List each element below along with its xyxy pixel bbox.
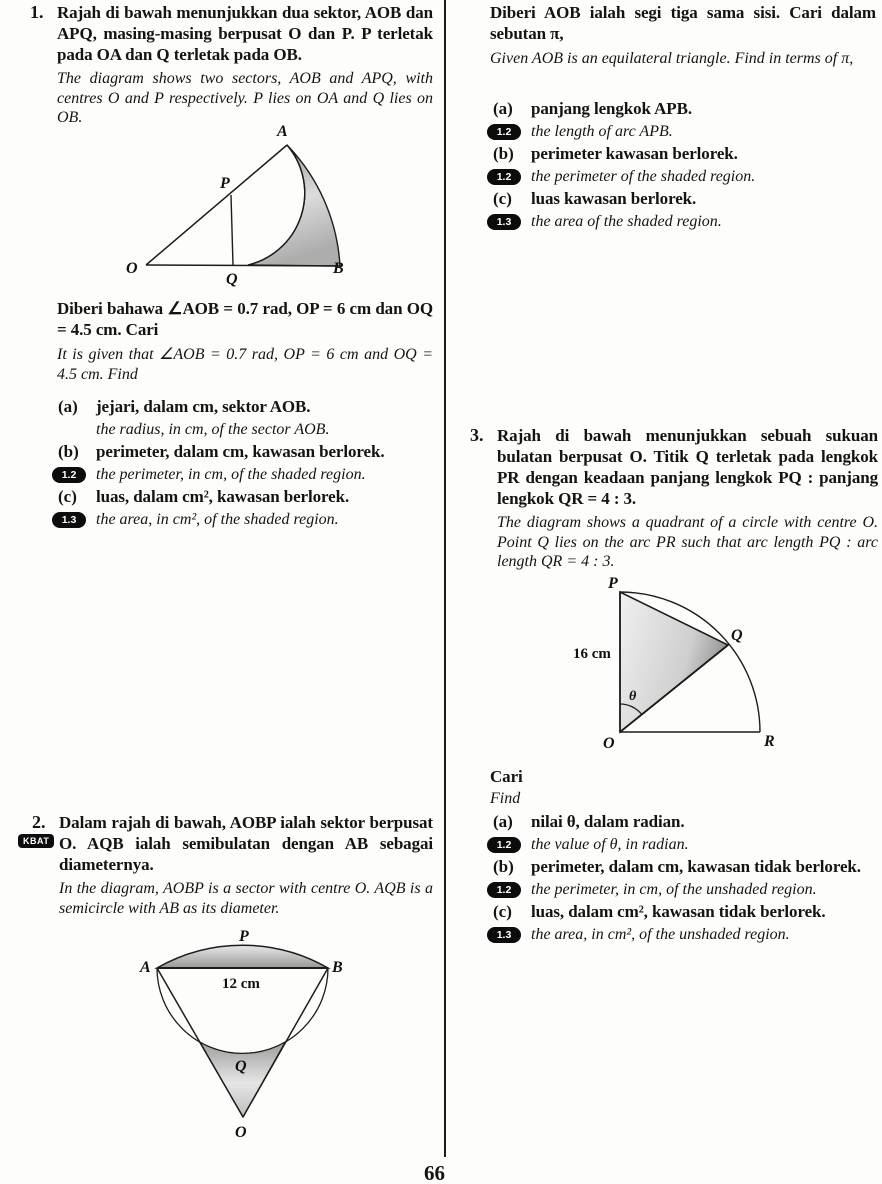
point-label-Q: Q — [235, 1058, 247, 1075]
question-1 — [30, 2, 433, 128]
question-3 — [470, 425, 878, 572]
question-2 — [23, 812, 433, 918]
part-row — [487, 212, 881, 231]
part-row — [487, 99, 881, 119]
part-text-english: the perimeter, in cm, of the unshaded region. — [531, 881, 817, 898]
part-label: (b) — [58, 442, 79, 461]
point-label-P: P — [608, 575, 618, 592]
page-number: 66 — [424, 1161, 445, 1184]
question-1-given-malay: Diberi bahawa ∠AOB = 0.7 rad, OP = 6 cm dan OQ = 4.5 cm. Cari — [57, 299, 433, 339]
question-1-statement-english: The diagram shows two sectors, AOB and APQ, with centres O and P respectively. P lies on OA and Q lies on OB. — [57, 70, 433, 126]
point-label-Q: Q — [731, 627, 743, 644]
part-row — [487, 835, 881, 854]
question-3-number: 3. — [470, 425, 484, 445]
question-3-statement-malay: Rajah di bawah menunjukkan sebuah sukuan bulatan berpusat O. Titik Q terletak pada lengkok PR dengan keadaan panjang lengkok PQ : panjang lengkok QR = 4 : 3. — [497, 426, 878, 508]
part-text-english: the perimeter, in cm, of the shaded region. — [96, 466, 366, 483]
part-label: (a) — [493, 99, 513, 118]
part-row — [487, 925, 881, 944]
question-2-statement-english: In the diagram, AOBP is a sector with centre O. AQB is a semicircle with AB as its diameter. — [59, 880, 433, 917]
part-row — [52, 487, 433, 507]
point-label-A: A — [277, 123, 288, 140]
part-text-malay: luas, dalam cm², kawasan berlorek. — [96, 487, 350, 506]
part-label: (a) — [493, 812, 513, 831]
level-badge: 1.2 — [52, 467, 86, 483]
part-label: (c) — [58, 487, 77, 506]
question-2-number: 2. — [32, 812, 46, 832]
part-row — [487, 144, 881, 164]
level-badge: 1.2 — [487, 837, 521, 853]
part-row — [52, 510, 433, 529]
point-label-A: A — [140, 959, 151, 976]
column-divider — [444, 0, 446, 1157]
point-label-B: B — [333, 260, 344, 277]
angle-theta-label: θ — [629, 689, 637, 704]
question-3-find-malay: Cari — [490, 767, 523, 786]
part-text-malay: perimeter kawasan berlorek. — [531, 144, 738, 163]
point-label-P: P — [239, 928, 249, 945]
measurement-AB: 12 cm — [222, 976, 260, 992]
part-text-malay: nilai θ, dalam radian. — [531, 812, 685, 831]
part-text-malay: perimeter, dalam cm, kawasan berlorek. — [96, 442, 385, 461]
diagram-quadrant-q3 — [545, 575, 795, 756]
measurement-OP: 16 cm — [573, 646, 611, 662]
shaded-triangle-OPQ — [620, 592, 728, 732]
question-3-find — [490, 766, 878, 809]
radius-line-PQ — [231, 195, 233, 265]
part-text-malay: luas kawasan berlorek. — [531, 189, 697, 208]
part-row — [487, 189, 881, 209]
part-text-malay: perimeter, dalam cm, kawasan tidak berlorek. — [531, 857, 861, 876]
part-text-english: the area, in cm², of the shaded region. — [96, 511, 339, 528]
part-label: (b) — [493, 857, 514, 876]
part-text-english: the area, in cm², of the unshaded region. — [531, 926, 790, 943]
part-label: (b) — [493, 144, 514, 163]
level-badge: 1.2 — [487, 882, 521, 898]
question-1-given-english: It is given that ∠AOB = 0.7 rad, OP = 6 cm and OQ = 4.5 cm. Find — [57, 346, 433, 383]
point-label-Q: Q — [226, 271, 238, 288]
question-2-parts — [487, 99, 881, 234]
level-badge: 1.2 — [487, 169, 521, 185]
part-row — [52, 442, 433, 462]
point-label-P: P — [220, 175, 230, 192]
part-row — [487, 902, 881, 922]
diagram-sector-semicircle-q2 — [130, 925, 360, 1140]
point-label-O: O — [603, 735, 615, 752]
diagram-two-sectors-q1 — [120, 118, 360, 293]
part-row — [487, 167, 881, 186]
question-2-statement-malay: Dalam rajah di bawah, AOBP ialah sektor berpusat O. AQB ialah semibulatan dengan AB sebagai diameternya. — [59, 813, 433, 874]
part-text-english: the value of θ, in radian. — [531, 836, 689, 853]
part-label: (c) — [493, 189, 512, 208]
level-badge: 1.3 — [52, 512, 86, 528]
point-label-O: O — [235, 1124, 247, 1141]
hots-badge: KBAT — [18, 834, 54, 848]
part-row — [52, 397, 433, 417]
part-text-malay: luas, dalam cm², kawasan tidak berlorek. — [531, 902, 826, 921]
question-3-statement-english: The diagram shows a quadrant of a circle with centre O. Point Q lies on the arc PR such that arc length PQ : arc length QR = 4 : 3. — [497, 514, 878, 570]
part-text-malay: panjang lengkok APB. — [531, 99, 692, 118]
shaded-segment-APB — [157, 945, 328, 968]
part-text-english: the area of the shaded region. — [531, 213, 722, 230]
question-1-statement-malay: Rajah di bawah menunjukkan dua sektor, AOB dan APQ, masing-masing berpusat O dan P. P terletak pada OA dan Q terletak pada OB. — [57, 3, 433, 64]
part-row — [52, 420, 433, 439]
part-row — [52, 465, 433, 484]
level-badge: 1.2 — [487, 124, 521, 140]
question-3-find-english: Find — [490, 790, 521, 807]
part-row — [487, 880, 881, 899]
part-row — [487, 857, 881, 877]
part-text-malay: jejari, dalam cm, sektor AOB. — [96, 397, 311, 416]
part-label: (c) — [493, 902, 512, 921]
question-1-given — [57, 298, 433, 384]
part-row — [487, 812, 881, 832]
level-badge: 1.3 — [487, 214, 521, 230]
point-label-O: O — [126, 260, 138, 277]
part-label: (a) — [58, 397, 78, 416]
question-1-parts — [52, 397, 433, 532]
point-label-B: B — [332, 959, 343, 976]
part-text-english: the perimeter of the shaded region. — [531, 168, 756, 185]
part-row — [487, 122, 881, 141]
part-text-english: the length of arc APB. — [531, 123, 673, 140]
radius-line-OA — [146, 145, 287, 265]
shaded-region-near-O — [200, 1042, 286, 1117]
part-text-english: the radius, in cm, of the sector AOB. — [96, 421, 330, 438]
question-2-given-english: Given AOB is an equilateral triangle. Find in terms of π, — [490, 50, 854, 67]
question-2-given-malay: Diberi AOB ialah segi tiga sama sisi. Cari dalam sebutan π, — [490, 3, 876, 43]
level-badge: 1.3 — [487, 927, 521, 943]
shaded-region-between-arcs — [248, 145, 340, 266]
point-label-R: R — [764, 733, 775, 750]
question-2-given — [490, 2, 876, 69]
radius-line-OB — [146, 265, 340, 266]
question-1-number: 1. — [30, 2, 44, 22]
question-3-parts — [487, 812, 881, 947]
